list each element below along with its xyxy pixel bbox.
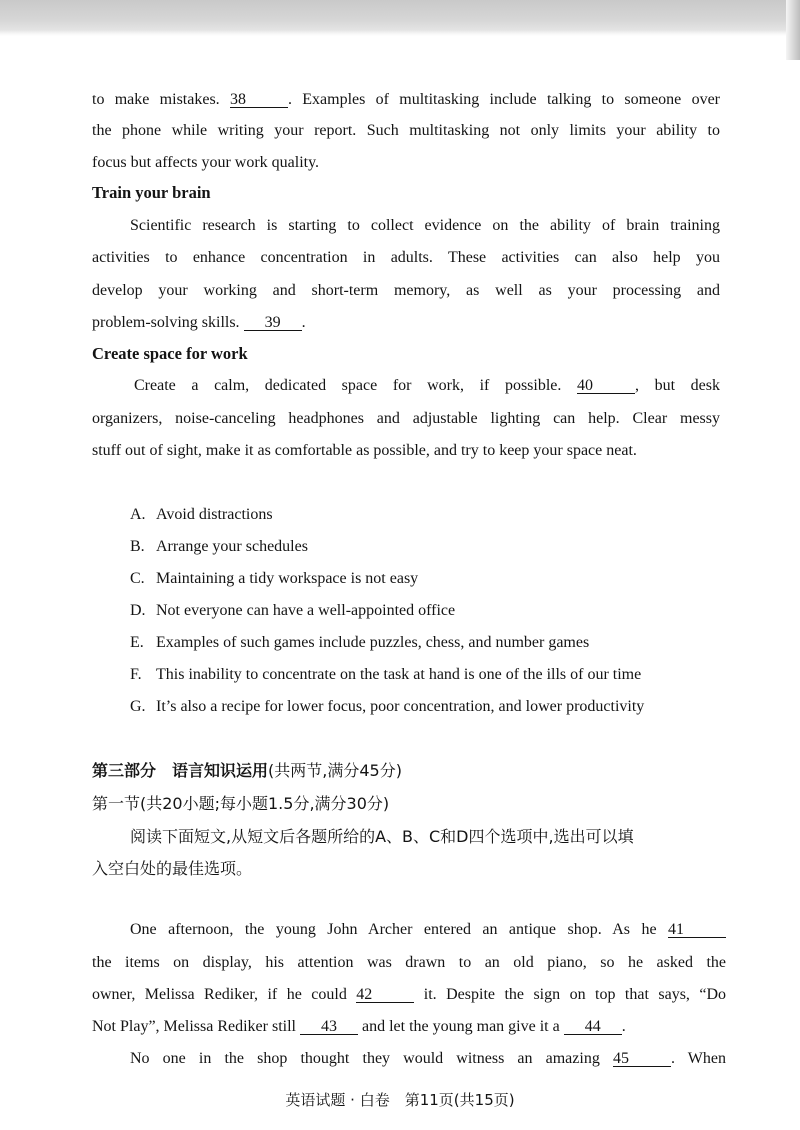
blank-38: 38 [230,92,288,108]
blank-42: 42 [356,987,414,1003]
section-3-title [92,760,402,782]
text-run: No one in the shop thought they would witness an amazing [130,1050,600,1067]
option-text: It’s also a recipe for lower focus, poor concentration, and lower productivity [156,698,645,715]
section-heading-create-space: Create space for work [92,344,248,363]
option-text: Avoid distractions [156,506,273,523]
passage-line: the phone while writing your report. Such multitasking not only limits your ability to [92,122,720,139]
option-letter: B. [130,538,145,555]
text-run: . [301,314,306,331]
blank-44: 44 [564,1019,622,1035]
option-g [130,697,730,717]
scan-edge-right [786,0,800,60]
option-text: Examples of such games include puzzles, chess, and number games [156,634,590,651]
option-f [130,665,730,685]
blank-39: 39 [244,315,302,331]
blank-40: 40 [577,378,635,394]
option-b [130,537,730,557]
passage-line: Scientific research is starting to collect evidence on the ability of brain training [130,217,720,234]
text-run: problem-solving skills. [92,314,240,331]
text-run: . [621,1018,626,1035]
option-text: This inability to concentrate on the task at hand is one of the ills of our time [156,666,642,683]
section-3-title-note: (共两节,满分45分) [268,761,402,780]
passage-line: stuff out of sight, make it as comfortable as possible, and try to keep your space neat. [92,442,637,459]
option-letter: D. [130,602,146,619]
section-3-subtitle: 第一节(共20小题;每小题1.5分,满分30分) [92,794,390,813]
option-text: Arrange your schedules [156,538,308,555]
passage-line: organizers, noise-canceling headphones and adjustable lighting can help. Clear messy [92,410,720,427]
cloze-line [130,920,726,940]
text-run: owner, Melissa Rediker, if he could [92,986,347,1003]
text-run: Not Play”, Melissa Rediker still [92,1018,296,1035]
passage-line: develop your working and short-term memory, as well as your processing and [92,282,720,299]
option-a [130,505,730,525]
instruction-line: 阅读下面短文,从短文后各题所给的A、B、C和D四个选项中,选出可以填 [130,827,634,846]
text-run: Create a calm, dedicated space for work, if possible. [134,377,562,394]
passage-line: focus but affects your work quality. [92,154,320,171]
cloze-line [92,1017,720,1037]
page-footer: 英语试题 · 白卷 第11页(共15页) [285,1091,515,1109]
scan-edge-top [0,0,800,36]
option-c [130,569,730,589]
passage-line [134,376,720,396]
section-heading-train-your-brain: Train your brain [92,183,211,202]
option-text: Maintaining a tidy workspace is not easy [156,570,419,587]
blank-45: 45 [613,1051,671,1067]
text-run: One afternoon, the young John Archer entered an antique shop. As he [130,921,657,938]
instruction-line: 入空白处的最佳选项。 [92,859,253,878]
option-d [130,601,730,621]
cloze-line [92,985,726,1005]
blank-43: 43 [300,1019,358,1035]
section-3-title-text: 第三部分 语言知识运用 [92,761,269,780]
text-run: . When [670,1050,727,1067]
passage-line [92,90,720,110]
option-letter: A. [130,506,146,523]
option-letter: G. [130,698,146,715]
text-run: it. Despite the sign on top that says, “Do [423,986,727,1003]
option-e [130,633,730,653]
passage-line: activities to enhance concentration in adults. These activities can also help you [92,249,720,266]
cloze-line: the items on display, his attention was drawn to an old piano, so he asked the [92,954,726,971]
text-run: . Examples of multitasking include talking to someone over [287,91,721,108]
passage-line [92,313,720,333]
text-run: and let the young man give it a [361,1018,560,1035]
option-text: Not everyone can have a well-appointed office [156,602,456,619]
blank-41: 41 [668,922,726,938]
cloze-line [130,1049,726,1069]
text-run: , but desk [635,377,721,394]
option-letter: E. [130,634,144,651]
text-run: to make mistakes. [92,91,220,108]
option-letter: F. [130,666,142,683]
option-letter: C. [130,570,145,587]
